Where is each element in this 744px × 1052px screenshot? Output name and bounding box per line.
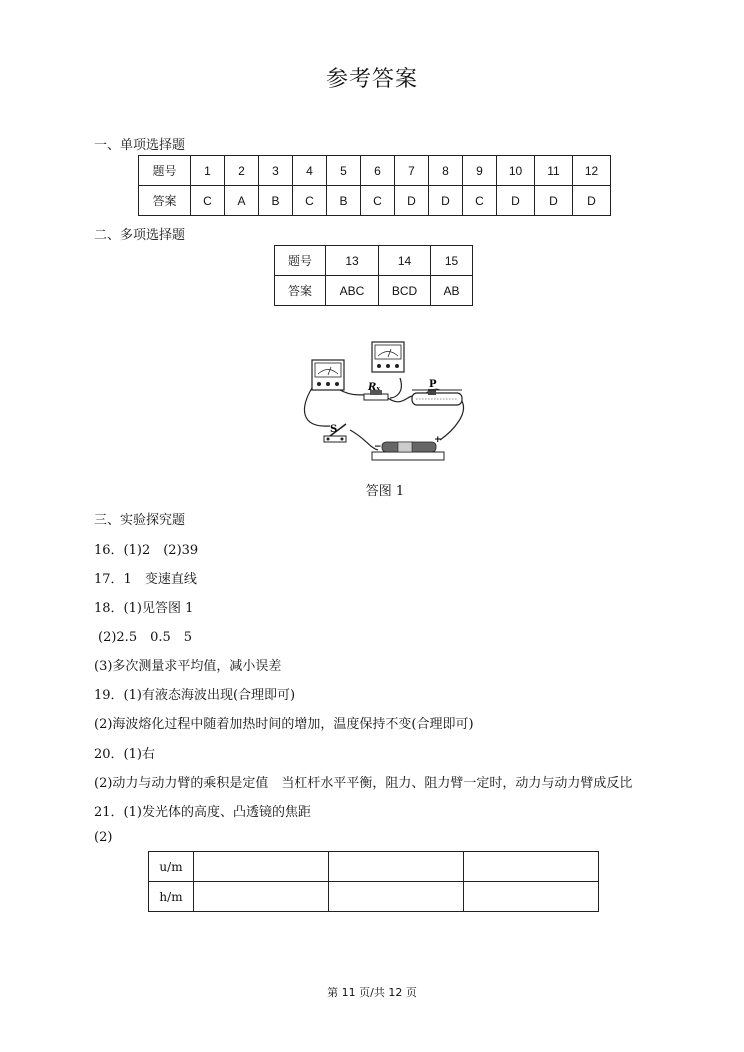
answer-label: 答案 xyxy=(139,186,191,216)
answer-line: (2)动力与动力臂的乘积是定值 当杠杆水平平衡，阻力、阻力臂一定时，动力与动力臂成反比 xyxy=(94,776,633,791)
answer-cell: C xyxy=(463,186,497,216)
page-footer: 第 11 页/共 12 页 xyxy=(327,986,417,999)
question-number: 1 xyxy=(191,156,225,186)
p-label: P xyxy=(429,379,437,390)
question-number: 11 xyxy=(535,156,573,186)
answer-line: (2)2.5 0.5 5 xyxy=(98,630,193,645)
question-number: 10 xyxy=(497,156,535,186)
row-label-u: u/m xyxy=(149,852,194,882)
table-row xyxy=(139,156,611,186)
answer-cell: C xyxy=(191,186,225,216)
answer-cell: C xyxy=(293,186,327,216)
row-label-h: h/m xyxy=(149,882,194,912)
answer-line: 19．(1)有液态海波出现(合理即可) xyxy=(94,688,296,703)
table-row xyxy=(149,852,599,882)
question-number: 7 xyxy=(395,156,429,186)
answer-line: (3)多次测量求平均值，减小误差 xyxy=(94,659,282,674)
voltmeter xyxy=(312,360,344,390)
question-number: 13 xyxy=(326,246,379,276)
question-number: 3 xyxy=(259,156,293,186)
answer-line: 16．(1)2 (2)39 xyxy=(94,543,199,558)
answer-cell: B xyxy=(259,186,293,216)
minus-label: − xyxy=(374,442,382,452)
ammeter xyxy=(372,342,404,372)
empty-cell xyxy=(329,882,464,912)
rx-label: Rₓ xyxy=(368,382,381,393)
section3-heading: 三、实验探究题 xyxy=(94,513,186,528)
answer-cell: BCD xyxy=(379,276,431,306)
answer-cell: D xyxy=(573,186,611,216)
figure-caption: 答图 1 xyxy=(365,484,405,499)
answer-cell: D xyxy=(395,186,429,216)
answer-cell: D xyxy=(429,186,463,216)
empty-cell xyxy=(464,882,599,912)
answer-line: (2) xyxy=(94,830,113,845)
single-choice-table xyxy=(138,155,611,216)
answer-line: 21．(1)发光体的高度、凸透镜的焦距 xyxy=(94,805,311,820)
section1-heading: 一、单项选择题 xyxy=(94,138,186,153)
question-number: 12 xyxy=(573,156,611,186)
answer-cell: B xyxy=(327,186,361,216)
answer-line: (2)海波熔化过程中随着加热时间的增加，温度保持不变(合理即可) xyxy=(94,717,474,732)
table-row xyxy=(275,276,473,306)
section2-heading: 二、多项选择题 xyxy=(94,228,186,243)
question-number: 15 xyxy=(431,246,473,276)
answer-line: 18．(1)见答图 1 xyxy=(94,601,194,616)
data-record-table xyxy=(148,851,599,912)
header-label: 题号 xyxy=(275,246,326,276)
question-number: 6 xyxy=(361,156,395,186)
empty-cell xyxy=(464,852,599,882)
answer-cell: C xyxy=(361,186,395,216)
circuit-diagram xyxy=(300,338,480,468)
page-title: 参考答案 xyxy=(325,67,418,92)
answer-cell: A xyxy=(225,186,259,216)
table-row xyxy=(139,186,611,216)
empty-cell xyxy=(194,882,329,912)
plus-label: + xyxy=(434,435,442,445)
answer-line: 17．1 变速直线 xyxy=(94,572,197,587)
multi-choice-table xyxy=(274,245,473,306)
answer-cell: ABC xyxy=(326,276,379,306)
question-number: 5 xyxy=(327,156,361,186)
header-label: 题号 xyxy=(139,156,191,186)
table-row xyxy=(149,882,599,912)
answer-label: 答案 xyxy=(275,276,326,306)
empty-cell xyxy=(194,852,329,882)
question-number: 14 xyxy=(379,246,431,276)
answer-cell: D xyxy=(535,186,573,216)
answer-line: 20．(1)右 xyxy=(94,747,155,762)
s-label: S xyxy=(330,424,338,435)
question-number: 4 xyxy=(293,156,327,186)
question-number: 9 xyxy=(463,156,497,186)
rheostat xyxy=(412,389,462,405)
empty-cell xyxy=(329,852,464,882)
answer-cell: D xyxy=(497,186,535,216)
question-number: 2 xyxy=(225,156,259,186)
table-row xyxy=(275,246,473,276)
question-number: 8 xyxy=(429,156,463,186)
answer-cell: AB xyxy=(431,276,473,306)
